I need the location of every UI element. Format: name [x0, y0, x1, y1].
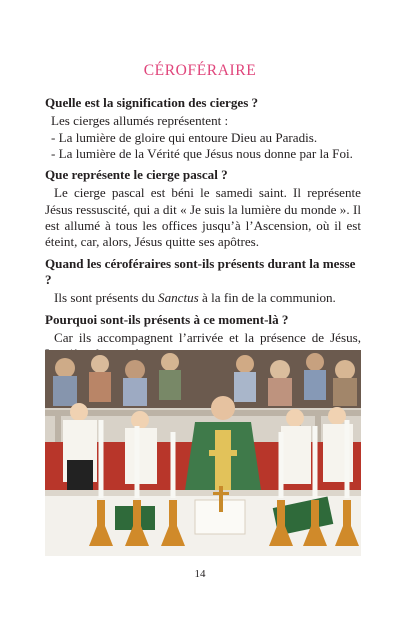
qa-section — [45, 95, 361, 367]
page-title: CÉROFÉRAIRE — [143, 62, 257, 79]
answer-4: Car ils accompagnent l’arrivée et la présence de Jésus, — [54, 329, 361, 345]
answer-1-line-2: - La lumière de gloire qui entoure Dieu au Paradis. — [51, 129, 318, 145]
answer-2: Le cierge pascal est béni le samedi saint. Il représente Jésus ressuscité, qui a dit « Je suis la lumière du monde ». Il est allumé à tous les offices jusqu’à l’Ascension, où il est éteint, car, alors, Jésus quitte ses apôtres. — [45, 185, 361, 250]
answer-3-pre: Ils sont présents du — [54, 290, 159, 306]
question-1: Quelle est la signification des cierges ? — [45, 95, 259, 110]
page-number: 14 — [194, 568, 206, 580]
answer-3 — [45, 290, 361, 306]
answer-1 — [45, 113, 361, 162]
answer-1-line-3: - La lumière de la Vérité que Jésus nous donne par la Foi. — [51, 145, 353, 161]
answer-1-line-1: Les cierges allumés représentent : — [51, 113, 229, 129]
answer-3-post: à la fin de la communion. — [198, 290, 336, 306]
question-2: Que représente le cierge pascal ? — [45, 167, 228, 183]
answer-3-em: Sanctus — [158, 290, 199, 306]
question-4: Pourquoi sont-ils présents à ce moment-là ? — [45, 311, 289, 327]
mass-illustration — [45, 350, 361, 556]
question-3: Quand les céroféraires sont-ils présents durant la messe ? — [45, 255, 356, 287]
